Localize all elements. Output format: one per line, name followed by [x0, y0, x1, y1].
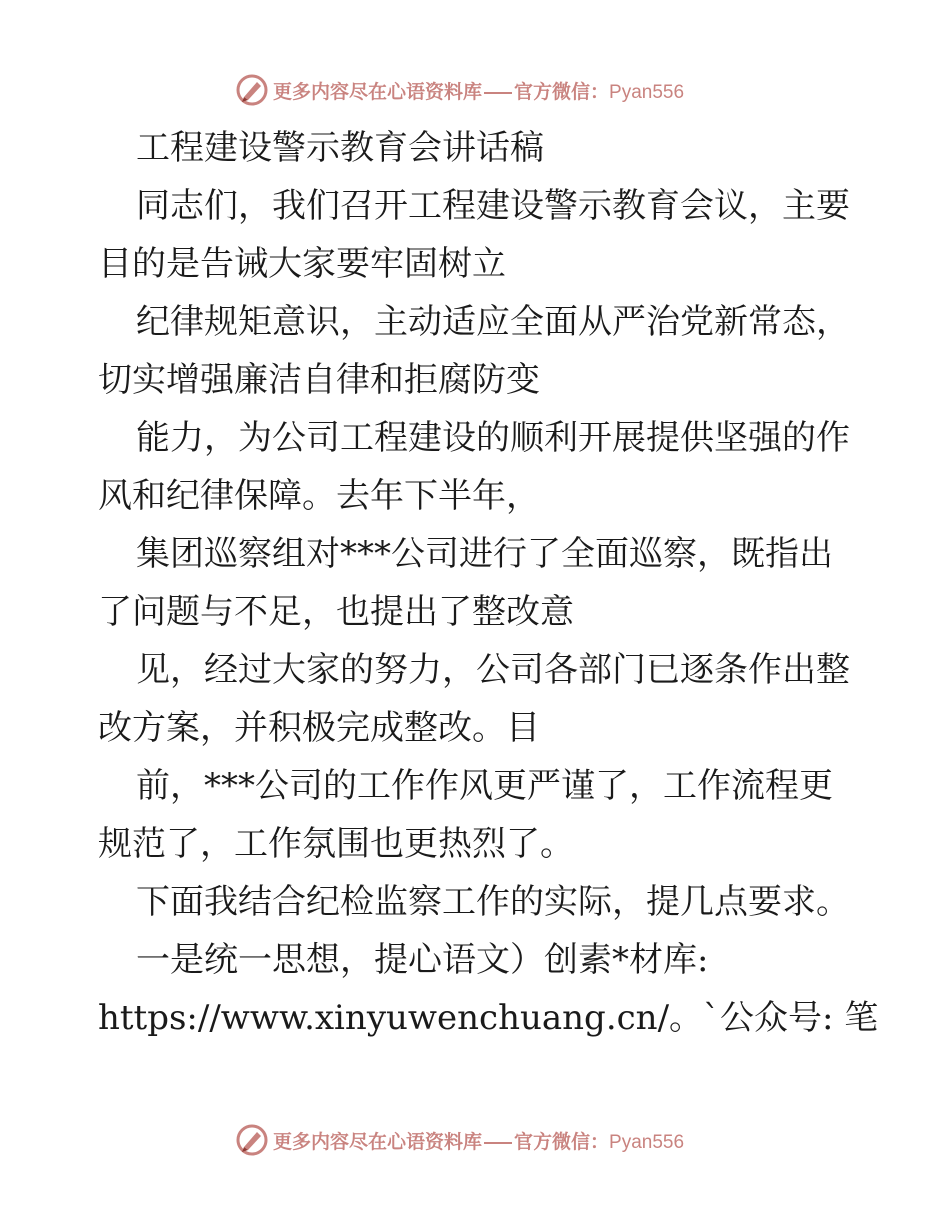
- watermark-dash: [484, 92, 512, 94]
- paragraph-line: 集团巡察组对***公司进行了全面巡察，既指出: [136, 534, 833, 574]
- document-body: [98, 119, 879, 1047]
- watermark-text: [273, 77, 684, 104]
- paragraph-line: 改方案，并积极完成整改。目: [98, 708, 540, 748]
- paragraph-line: 风和纪律保障。去年下半年，: [98, 476, 540, 516]
- paragraph-line: 前，***公司的工作作风更严谨了，工作流程更: [136, 766, 833, 806]
- paragraph-line: 能力，为公司工程建设的顺利开展提供坚强的作: [136, 418, 850, 458]
- paragraph-line: 纪律规矩意识，主动适应全面从严治党新常态，: [136, 302, 850, 342]
- paragraph-line: 一是统一思想，提心语文）创素*材库:: [136, 940, 709, 980]
- watermark-wechat-id: Pyan556: [609, 81, 685, 103]
- watermark-left-text: 更多内容尽在心语资料库: [273, 1130, 483, 1153]
- url-line: https://www.xinyuwenchuang.cn/。`公众号: 笔: [98, 998, 879, 1038]
- watermark-right-text: 官方微信：: [514, 80, 610, 103]
- pen-logo-icon: [235, 1123, 269, 1157]
- watermark-text: [273, 1127, 684, 1154]
- watermark-left-text: 更多内容尽在心语资料库: [273, 80, 483, 103]
- paragraph-line: 规范了，工作氛围也更热烈了。: [98, 824, 574, 864]
- pen-logo-icon: [235, 73, 269, 107]
- paragraph-line: 同志们，我们召开工程建设警示教育会议，主要: [136, 186, 850, 226]
- paragraph-line: 了问题与不足，也提出了整改意: [98, 592, 574, 632]
- paragraph-line: 目的是告诫大家要牢固树立: [98, 244, 506, 284]
- watermark-right-text: 官方微信：: [514, 1130, 610, 1153]
- paragraph-line: 切实增强廉洁自律和拒腐防变: [98, 360, 540, 400]
- paragraph-line: 下面我结合纪检监察工作的实际，提几点要求。: [136, 882, 850, 922]
- watermark-dash: [484, 1142, 512, 1144]
- paragraph-line: 见，经过大家的努力，公司各部门已逐条作出整: [136, 650, 850, 690]
- watermark-wechat-id: Pyan556: [609, 1131, 685, 1153]
- document-title: 工程建设警示教育会讲话稿: [136, 128, 544, 168]
- watermark-footer: [235, 1120, 715, 1160]
- watermark-header: [235, 70, 715, 110]
